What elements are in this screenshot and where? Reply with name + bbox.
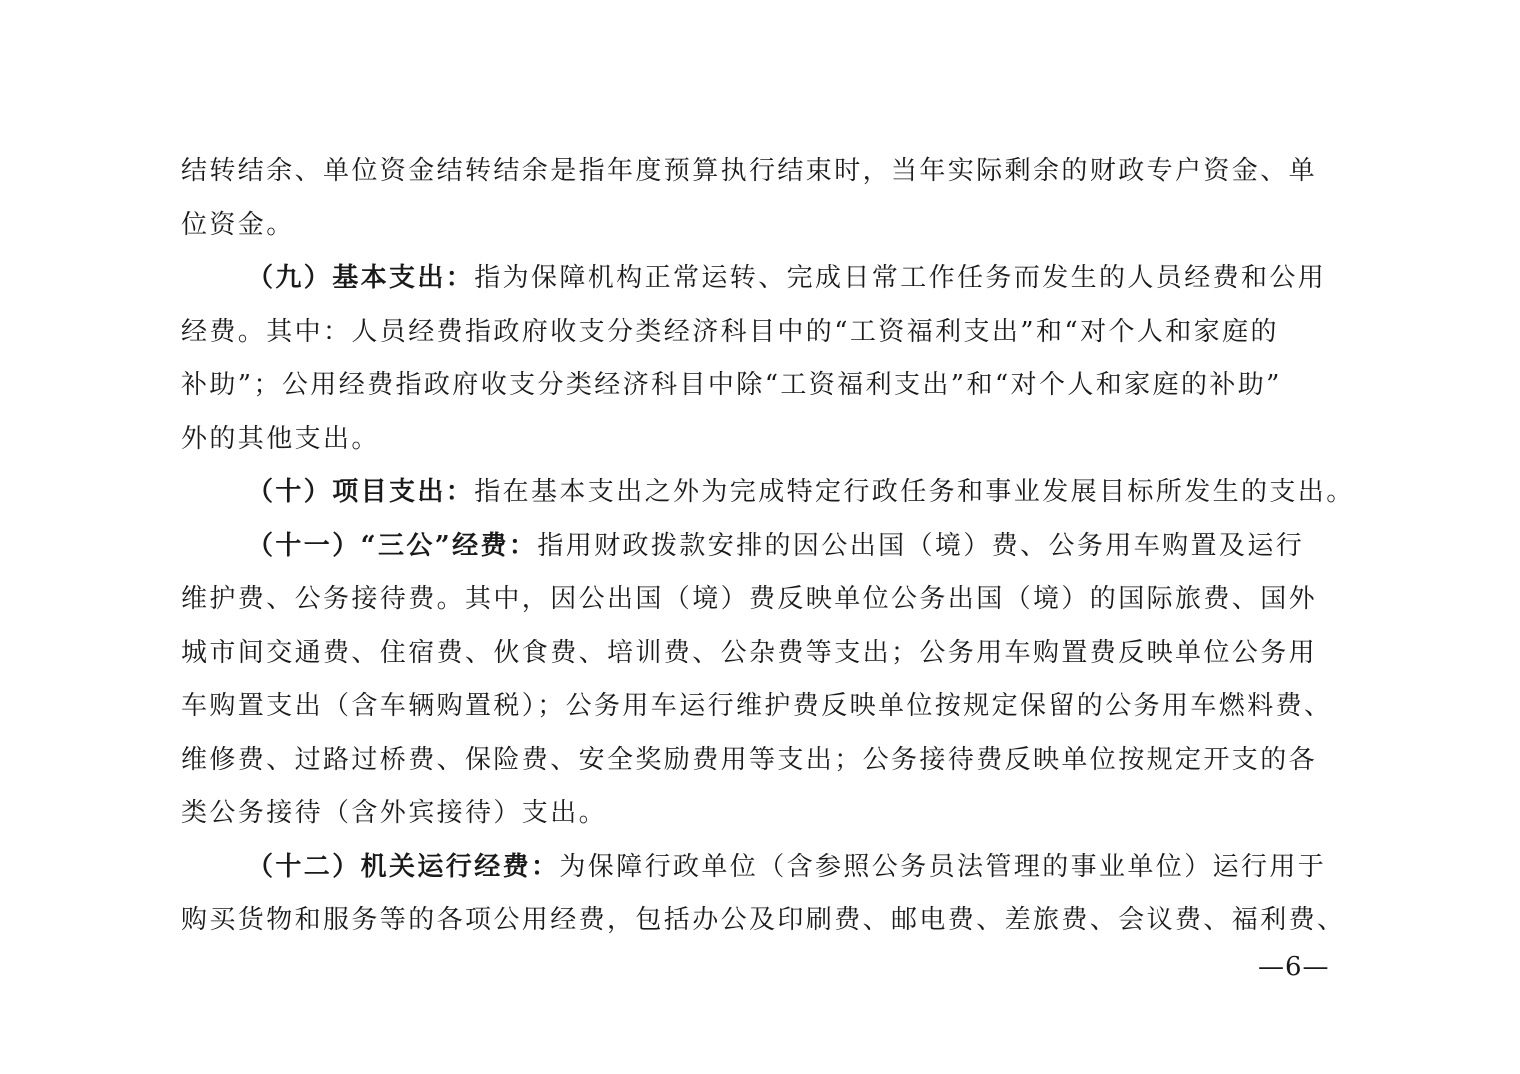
text-line: 补助”；公用经费指政府收支分类经济科目中除“工资福利支出”和“对个人和家庭的补助” <box>181 370 1282 400</box>
text-line: 类公务接待（含外宾接待）支出。 <box>181 798 608 828</box>
text-line: 购买货物和服务等的各项公用经费，包括办公及印刷费、邮电费、差旅费、会议费、福利费、 <box>181 905 1346 935</box>
text-line: 外的其他支出。 <box>181 423 380 454</box>
paragraph-operating-expenses <box>181 841 1331 895</box>
text-line: 城市间交通费、住宿费、伙食费、培训费、公杂费等支出；公务用车购置费反映单位公务用 <box>181 637 1318 668</box>
text-line: 经费。其中：人员经费指政府收支分类经济科目中的“工资福利支出”和“对个人和家庭的 <box>181 316 1279 347</box>
text-line: 位资金。 <box>181 209 295 240</box>
text-line: 维修费、过路过桥费、保险费、安全奖励费用等支出；公务接待费反映单位按规定开支的各 <box>181 744 1318 775</box>
term-label: （十）项目支出： <box>247 477 475 507</box>
term-definition: 指为保障机构正常运转、完成日常工作任务而发生的人员经费和公用 <box>474 263 1327 293</box>
term-label: （十二）机关运行经费： <box>247 851 560 882</box>
term-label: （九）基本支出： <box>247 263 475 293</box>
paragraph-project-expenditure <box>181 466 1355 520</box>
text-line: 维护费、公务接待费。其中，因公出国（境）费反映单位公务出国（境）的国际旅费、国外 <box>181 584 1318 614</box>
term-label: （十一）“三公”经费： <box>247 530 538 561</box>
term-definition: 为保障行政单位（含参照公务员法管理的事业单位）运行用于 <box>559 851 1327 882</box>
page-number: —6— <box>1258 952 1330 982</box>
body-text <box>181 145 1355 948</box>
term-definition: 指在基本支出之外为完成特定行政任务和事业发展目标所发生的支出。 <box>474 477 1355 507</box>
paragraph-basic-expenditure <box>181 252 1331 306</box>
text-line: 车购置支出（含车辆购置税）；公务用车运行维护费反映单位按规定保留的公务用车燃料费、 <box>181 691 1333 721</box>
paragraph-three-public-expenses <box>181 520 1331 574</box>
term-definition: 指用财政拨款安排的因公出国（境）费、公务用车购置及运行 <box>537 530 1305 561</box>
text-line: 结转结余、单位资金结转结余是指年度预算执行结束时，当年实际剩余的财政专户资金、单 <box>181 156 1318 186</box>
